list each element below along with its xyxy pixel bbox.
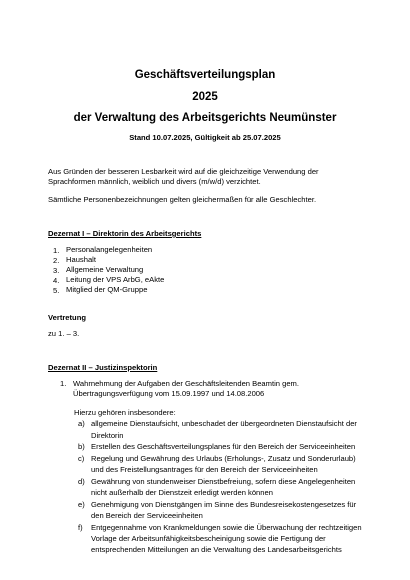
subitem-line: Regelung und Gewährung des Urlaubs (Erholungs-, Zusatz und Sonderurlaub) bbox=[91, 454, 356, 463]
subitem-letter: b) bbox=[78, 442, 85, 451]
subitems-intro: Hierzu gehören insbesondere: bbox=[74, 408, 176, 417]
subitem-line: Vorlage der Arbeitsunfähigkeitsbescheinigung sowie die Fertigung der bbox=[91, 534, 326, 543]
dezernat-2-heading: Dezernat II – Justizinspektorin bbox=[48, 363, 158, 372]
subitem-line: Direktorin bbox=[91, 431, 124, 440]
list-item: Haushalt bbox=[66, 255, 96, 264]
subitem-line: allgemeine Dienstaufsicht, unbeschadet der übergeordneten Dienstaufsicht der bbox=[91, 419, 357, 428]
subitem-line: Genehmigung von Dienstgängen im Sinne des Bundesreisekostengesetzes für bbox=[91, 500, 357, 509]
subitem-letter: e) bbox=[78, 500, 85, 509]
list-item-number: 5. bbox=[53, 286, 60, 295]
list-item: Personalangelegenheiten bbox=[66, 245, 153, 254]
subitem-line: entsprechenden Mitteilungen an die Verwaltung des Landesarbeitsgerichts bbox=[91, 545, 342, 554]
subitem-line: und des Freistellungsantrages für den Bereich der Serviceeinheiten bbox=[91, 465, 318, 474]
document-stand: Stand 10.07.2025, Gültigkeit ab 25.07.2025 bbox=[129, 133, 281, 142]
list-item: Mitglied der QM-Gruppe bbox=[66, 285, 148, 294]
subitem-letter: d) bbox=[78, 477, 85, 486]
document-year: 2025 bbox=[192, 91, 218, 103]
list-item-number: 3. bbox=[53, 266, 60, 275]
list-item: Leitung der VPS ArbG, eAkte bbox=[66, 275, 165, 284]
intro-line-2: Sprachformen männlich, weiblich und divers (m/w/d) verzichtet. bbox=[48, 177, 261, 186]
subitem-line: Gewährung von stundenweiser Dienstbefreiung, sofern diese Angelegenheiten bbox=[91, 477, 356, 486]
subitem-letter: f) bbox=[78, 523, 83, 532]
document-subtitle: der Verwaltung des Arbeitsgerichts Neumünster bbox=[73, 112, 337, 124]
subitem-line: nicht außerhalb der Dienstzeit erledigt werden können bbox=[91, 488, 273, 497]
subitem-line: Entgegennahme von Krankmeldungen sowie die Überwachung der rechtzeitigen bbox=[91, 523, 362, 532]
subitem-line: Erstellen des Geschäftsverteilungsplanes für den Bereich der Serviceeinheiten bbox=[91, 442, 356, 451]
list-item-number: 2. bbox=[53, 256, 60, 265]
document-title: Geschäftsverteilungsplan bbox=[134, 69, 276, 81]
list-item-line: Übertragungsverfügung vom 15.09.1997 und 14.08.2006 bbox=[73, 389, 265, 398]
intro-line-1: Aus Gründen der besseren Lesbarkeit wird auf die gleichzeitige Verwendung der bbox=[48, 167, 319, 176]
subitem-letter: c) bbox=[78, 454, 85, 463]
subitem-line: den Bereich der Serviceeinheiten bbox=[91, 511, 203, 520]
dezernat-1-heading: Dezernat I – Direktorin des Arbeitsgerichts bbox=[48, 229, 202, 238]
intro-paragraph-2: Sämtliche Personenbezeichnungen gelten gleichermaßen für alle Geschlechter. bbox=[48, 195, 317, 204]
list-item-line: Wahrnehmung der Aufgaben der Geschäftsleitenden Beamtin gem. bbox=[73, 379, 299, 388]
list-item-number: 4. bbox=[53, 276, 60, 285]
subitem-letter: a) bbox=[78, 419, 85, 428]
vertretung-heading: Vertretung bbox=[48, 313, 86, 322]
list-item: Allgemeine Verwaltung bbox=[66, 265, 144, 274]
list-item-number: 1. bbox=[60, 379, 67, 388]
vertretung-text: zu 1. – 3. bbox=[48, 329, 80, 338]
list-item-number: 1. bbox=[53, 246, 60, 255]
